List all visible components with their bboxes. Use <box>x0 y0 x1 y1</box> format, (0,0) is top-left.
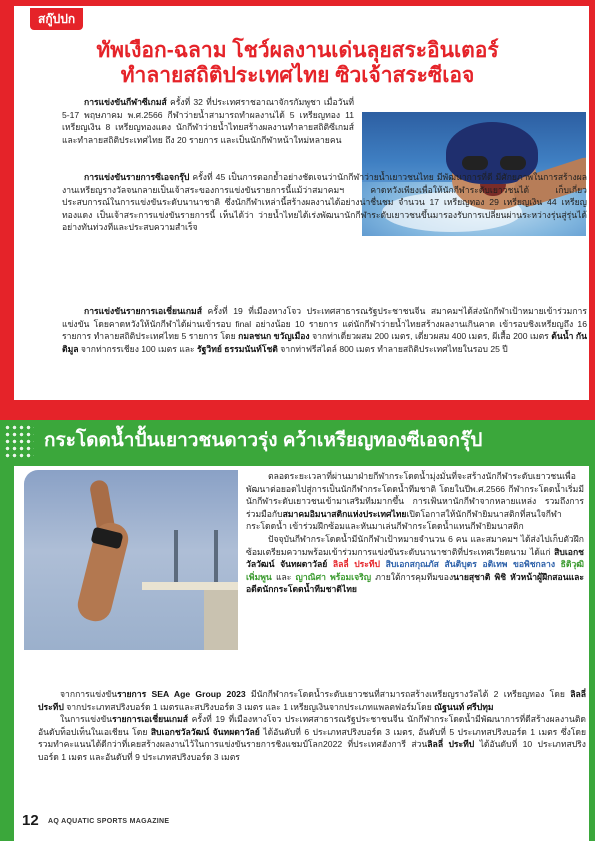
section2-paragraph-2: ปัจจุบันกีฬากระโดดน้ำมีนักกีฬาเป้าหมายจำนวน 6 คน และสมาคมฯ ได้ส่งไปเก็บตัวฝึกซ้อมเตรียมความพร้อมเข้าร่วมการแข่งขันระดับนานาชาติที่ประเทศเวียดนาม ได้แก่ สิบเอกชวัลวัฒน์ จันทผดาวัลย์ ลิลลี่ ประทีป สิบเอกสกุณภัส สันติบุตร อติเทพ ขอพิชกลาง ธิติวุฒิ เพิ่มพูน และ ญาณิศา พร้อมเจริญ ภายใต้การคุมทีมของนายสุชาติ พิชิ หัวหน้าผู้ฝึกสอนและอดีตนักกระโดดน้ำทีมชาติไทย <box>246 533 585 595</box>
article1-col-c <box>62 305 587 355</box>
article1-paragraph-2: การแข่งขันรายการซีเอจกรุ๊ป ครั้งที่ 45 เป็นการตอกย้ำอย่างชัดเจนว่านักกีฬาว่ายน้ำเยาวชนไทย มีพัฒนาการที่ดี มีศักยภาพในการสร้างผลงานเหรียญรางวัลจนกลายเป็นเจ้าสระของการแข่งขันรายการนี้แม้ว่าสมาคมฯ คาดหวังเพียงเพื่อให้นักกีฬาระดับเยาวชนได้ เก็บเกี่ยวประสบการณ์ในการแข่งขันระดับนานาชาติ ซึ่งนักกีฬาเหล่านี้สร้างผลงานได้อย่างน่าชื่นชม จำนวน 17 เหรียญทอง 29 เหรียญเงิน 44 เหรียญทองแดง เป็นเจ้าสระการแข่งขันรายการนี้ เห็นได้ว่า ว่ายน้ำไทยได้เร่งพัฒนานักกีฬาระดับเยาวชนขึ้นมารองรับการเปลี่ยนผ่านระหว่างรุ่นสู่รุ่นได้อย่างทันท่วงทีและประสบความสำเร็จ <box>62 172 587 233</box>
headline-line-1: ทัพเงือก-ฉลาม โชว์ผลงานเด่นลุยสระอินเตอร์ <box>96 39 499 62</box>
section2-headline: กระโดดน้ำปั้นเยาวชนดาวรุ่ง คว้าเหรียญทองซีเอจกรุ๊ป <box>44 430 483 451</box>
article1-paragraph-1: การแข่งขันกีฬาซีเกมส์ ครั้งที่ 32 ที่ประเทศราชอาณาจักรกัมพูชา เมื่อวันที่ 5-17 พฤษภาคม พ.ศ.2566 กีฬาว่ายน้ำสามารถทำผลงานได้ 5 เหรียญทอง 11 เหรียญเงิน 8 เหรียญทองแดง นักกีฬาว่ายน้ำไทยสร้างผลงานทำลายสถิติซีเกมส์ และทำลายสถิติประเทศไทย ถึง 20 รายการ และเป็นนักกีฬาหน้าใหม่หลายคน <box>62 97 354 145</box>
page-number: 12 <box>22 812 39 829</box>
left-red-border <box>0 0 14 430</box>
headline <box>20 38 575 88</box>
section2-paragraph-4: ในการแข่งขันรายการเอเชี่ยนเกมส์ ครั้งที่ 19 ที่เมืองหางโจว ประเทศสาธารณรัฐประชาชนจีน นักกีฬากระโดดน้ำมีพัฒนาการที่ดีสร้างผลงานติดอันดับท็อปเท็นในเอเชียน โดย สิบเอกชวัลวัฒน์ จันทผดาวัลย์ ได้อันดับที่ 6 ประเภทสปริงบอร์ด 3 เมตร, อันดับที่ 5 ประเภทสปริงบอร์ด 1 เมตร ซึ่งโดยรวมทำคะแนนได้ดีกว่าที่เคยสร้างผลงานไว้ในการแข่งขันรายการชิงแชมป์โลก2022 ที่ประเทศฮังการี ส่วนลิลลี่ ประทีป ได้อันดับที่ 10 ประเภทสปริงบอร์ด 1 เมตร และอันดับที่ 9 ประเภทสปริงบอร์ด 3 เมตร <box>38 714 587 762</box>
magazine-name: AQ AQUATIC SPORTS MAGAZINE <box>48 818 170 825</box>
category-tab: สกู๊ปปก <box>30 8 83 30</box>
dot-pattern-icon <box>4 424 34 460</box>
article1-paragraph-3: การแข่งขันรายการเอเชี่ยนเกมส์ ครั้งที่ 19 ที่เมืองหางโจว ประเทศสาธารณรัฐประชาชนจีน สมาคมฯได้ส่งนักกีฬาเป้าหมายเข้าร่วมการแข่งขัน โดยคาดหวังให้นักกีฬาได้ผ่านเข้ารอบ final อย่างน้อย 10 รายการ แต่นักกีฬาว่ายน้ำไทยสร้างผลงานเกินคาด เข้ารอบชิงเหรียญถึง 16 รายการ ทำลายสถิติประเทศไทย 5 รายการ โดย กมลชนก ขวัญเมือง จากท่าเดี่ยวผสม 200 เมตร, เดี่ยวผสม 400 เมตร, ผีเสื้อ 200 เมตร ต้นน้ำ กันติมูล จากท่ากรรเชียง 100 เมตร และ รัฐวิทย์ ธรรมนันท์โชติ จากท่าฟรีสไตล์ 800 เมตร ทำลายสถิติประเทศไทยในรอบ 25 ปี <box>62 306 587 354</box>
left-green-border <box>0 420 14 841</box>
diver-photo <box>24 470 238 650</box>
headline-line-2: ทำลายสถิติประเทศไทย ซิวเจ้าสระซีเอจ <box>120 64 475 87</box>
right-green-border <box>589 420 595 841</box>
right-red-border <box>589 0 595 430</box>
section2-col-full <box>38 688 586 764</box>
article1-col-a <box>62 96 354 146</box>
section2-paragraph-3: จากการแข่งขันรายการ SEA Age Group 2023 มีนักกีฬากระโดดน้ำระดับเยาวชนที่สามารถสร้างเหรียญรางวัลได้ 2 เหรียญทอง โดย ลิลลี่ ประทีป จากประเภทสปริงบอร์ด 1 เมตรและสปริงบอร์ด 3 เมตร และ 1 เหรียญเงินจากประเภทแพลตฟอร์มโดย ณัฐนนท์ ศรีปทุม <box>38 689 586 712</box>
article1-col-b <box>62 171 587 234</box>
section2-col-right <box>246 470 584 596</box>
section2-paragraph-1: ตลอดระยะเวลาที่ผ่านมาฝ่ายกีฬากระโดดน้ำมุ่งมั่นที่จะสร้างนักกีฬาระดับเยาวชนเพื่อพัฒนาต่อยอดไปสู่การเป็นนักกีฬากระโดดน้ำทีมชาติ โดยในปีพ.ศ.2566 กีฬากระโดดน้ำเริ่มมีนักกีฬาระดับเยาวชนเข้ามาเสริมทีมมากขึ้น การเฟ้นหานักกีฬาจากหลายแหล่ง รวมถึงการร่วมมือกับสมาคมอิมนาสติกแห่งประเทศไทยเปิดโอกาสให้นักกีฬายิมนาสติกที่สนใจกีฬากระโดดน้ำ เข้าร่วมฝึกซ้อมและหันมาเล่นกีฬากระโดดน้ำแทนกีฬายิมนาสติก <box>246 471 584 532</box>
